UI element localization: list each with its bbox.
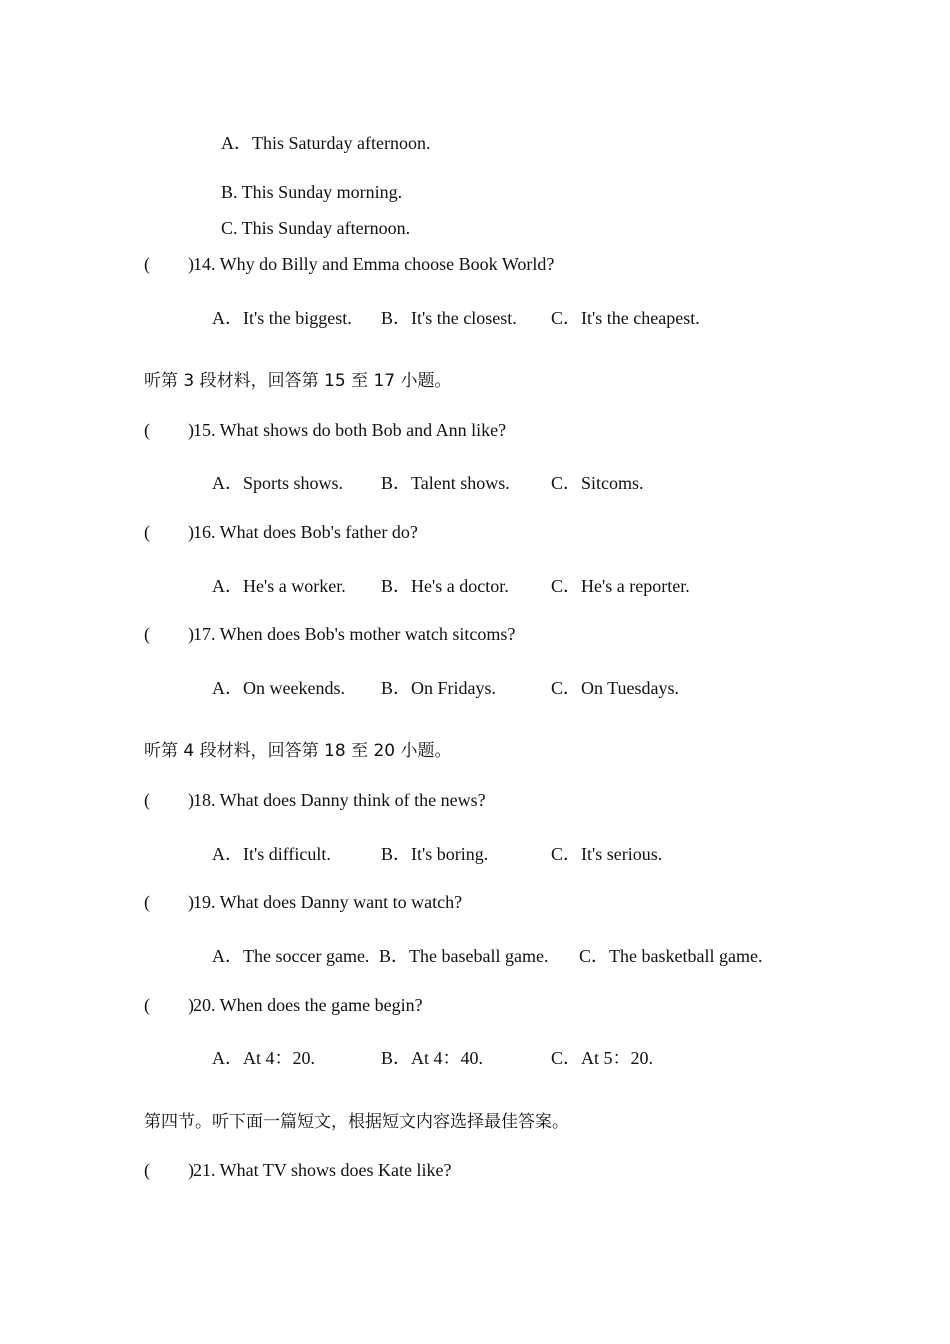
- question-16-options: [212, 575, 832, 597]
- option-b: B．On Fridays.: [381, 678, 497, 698]
- question-14-options: [212, 307, 832, 329]
- option-c: C．The basketball game.: [579, 946, 763, 966]
- option-c: C．At 5：20.: [551, 1048, 654, 1068]
- question-text: 17. When does Bob's mother watch sitcoms?: [193, 624, 516, 644]
- option-c: C．It's the cheapest.: [551, 308, 700, 328]
- option-a: A．The soccer game.: [212, 946, 370, 966]
- option-b: B．Talent shows.: [381, 473, 510, 493]
- question-18-options: [212, 843, 832, 865]
- question-text: 20. When does the game begin?: [193, 995, 423, 1015]
- answer-blank-close: ): [188, 254, 194, 274]
- answer-blank-open: (: [144, 995, 150, 1015]
- answer-blank-open: (: [144, 790, 150, 810]
- option-c: C．On Tuesdays.: [551, 678, 680, 698]
- answer-blank-close: ): [188, 522, 194, 542]
- option-a: A．This Saturday afternoon.: [221, 133, 431, 153]
- option-a: A．Sports shows.: [212, 473, 344, 493]
- section-heading-part-four: 第四节。听下面一篇短文，根据短文内容选择最佳答案。: [144, 1112, 569, 1132]
- answer-blank-close: ): [188, 624, 194, 644]
- option-b: B．The baseball game.: [379, 946, 549, 966]
- option-b: B. This Sunday morning.: [221, 182, 403, 202]
- question-17-options: [212, 677, 832, 699]
- question-15-options: [212, 472, 832, 494]
- answer-blank-open: (: [144, 522, 150, 542]
- answer-blank-close: ): [188, 790, 194, 810]
- answer-blank-open: (: [144, 254, 150, 274]
- question-text: 14. Why do Billy and Emma choose Book World?: [193, 254, 555, 274]
- question-19-options: [212, 945, 832, 967]
- option-c: C. This Sunday afternoon.: [221, 218, 411, 238]
- question-text: 15. What shows do both Bob and Ann like?: [193, 420, 507, 440]
- option-a: A．At 4：20.: [212, 1048, 315, 1068]
- question-text: 16. What does Bob's father do?: [193, 522, 418, 542]
- option-a: A．It's the biggest.: [212, 308, 352, 328]
- question-20-options: [212, 1047, 832, 1069]
- answer-blank-close: ): [188, 1160, 194, 1180]
- answer-blank-open: (: [144, 624, 150, 644]
- answer-blank-close: ): [188, 420, 194, 440]
- option-b: B．It's the closest.: [381, 308, 517, 328]
- answer-blank-open: (: [144, 1160, 150, 1180]
- question-text: 21. What TV shows does Kate like?: [193, 1160, 452, 1180]
- answer-blank-open: (: [144, 420, 150, 440]
- answer-blank-open: (: [144, 892, 150, 912]
- option-b: B．It's boring.: [381, 844, 489, 864]
- option-a: A．He's a worker.: [212, 576, 346, 596]
- answer-blank-close: ): [188, 995, 194, 1015]
- section-heading-3: 听第 3 段材料，回答第 15 至 17 小题。: [144, 371, 452, 391]
- question-text: 19. What does Danny want to watch?: [193, 892, 463, 912]
- question-text: 18. What does Danny think of the news?: [193, 790, 486, 810]
- option-c: C．He's a reporter.: [551, 576, 690, 596]
- option-c: C．Sitcoms.: [551, 473, 644, 493]
- option-c: C．It's serious.: [551, 844, 663, 864]
- option-b: B．He's a doctor.: [381, 576, 509, 596]
- option-a: A．It's difficult.: [212, 844, 331, 864]
- answer-blank-close: ): [188, 892, 194, 912]
- option-b: B．At 4：40.: [381, 1048, 484, 1068]
- option-a: A．On weekends.: [212, 678, 345, 698]
- section-heading-4: 听第 4 段材料，回答第 18 至 20 小题。: [144, 741, 452, 761]
